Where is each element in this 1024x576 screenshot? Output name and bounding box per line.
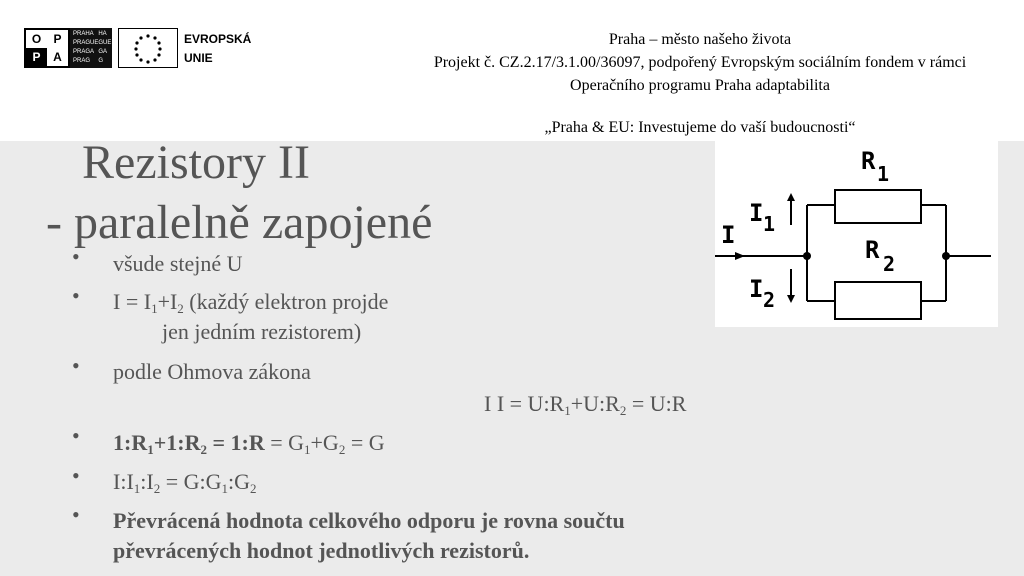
text-run: I I = U:R (484, 391, 565, 416)
label-i2-sub: 2 (763, 288, 776, 312)
praha-logo-text: G (98, 58, 104, 64)
opp-logo (24, 28, 70, 68)
subscript: 2 (177, 301, 184, 316)
project-line1: Praha – město našeho života (608, 31, 792, 48)
subscript: 1 (147, 442, 154, 457)
text-run: = G (345, 430, 385, 455)
subscript: 2 (338, 442, 346, 457)
project-info (380, 28, 1020, 97)
bullet-text-6-line1: Převrácená hodnota celkového odporu je rovna součtu (113, 508, 625, 533)
bullet-marker: • (72, 283, 80, 308)
text-run: +I (157, 289, 178, 314)
label-i2: I (749, 275, 764, 303)
arrow-down-icon (787, 295, 795, 303)
text-run: = G:G (160, 469, 222, 494)
bullet-text-4 (113, 428, 385, 465)
text-run: I = I (113, 289, 152, 314)
praha-logo-text: PRAGA (73, 49, 95, 55)
text-run: :I (140, 469, 154, 494)
label-i1-sub: 1 (763, 212, 776, 236)
opp-logo-letter: O (31, 32, 42, 46)
text-run: = U:R (626, 391, 687, 416)
text-run: +1:R (153, 430, 201, 455)
bullet-text-1: všude stejné U (113, 251, 243, 276)
text-run: (každý elektron projde (183, 289, 389, 314)
slide-title-line1: Rezistory II (82, 136, 310, 189)
subscript: 2 (200, 442, 207, 457)
praha-logo-text: PRAGUE (73, 40, 99, 46)
opp-logo-letter: A (53, 50, 62, 64)
bullet-text-2-cont: jen jedním rezistorem) (162, 319, 362, 344)
text-run: = 1:R (206, 430, 265, 455)
label-r2-sub: 2 (883, 252, 896, 276)
praha-logo-text: GA (98, 49, 108, 55)
praha-logo (70, 28, 112, 68)
resistor-r1 (835, 190, 921, 223)
bullet-marker: • (72, 502, 80, 527)
subscript: 1 (221, 481, 229, 496)
project-line3: Operačního programu Praha adaptabilita (570, 77, 830, 94)
subscript: 1 (564, 403, 571, 418)
circuit-svg (715, 141, 998, 327)
label-i: I (721, 221, 736, 249)
subscript: 2 (153, 481, 161, 496)
opp-logo-letter: P (26, 48, 47, 66)
slide-title-line2: - paralelně zapojené (46, 196, 433, 249)
subscript: 1 (304, 442, 311, 457)
praha-logo-text: HA (98, 31, 107, 37)
resistor-r2 (835, 282, 921, 319)
text-run: +G (310, 430, 339, 455)
bullet-text-3: podle Ohmova zákona (113, 359, 311, 384)
label-r2: R (865, 236, 880, 264)
bullet-text-5 (113, 467, 257, 504)
text-run: 1:R (113, 430, 148, 455)
label-r1: R (861, 147, 876, 175)
parallel-circuit-diagram (715, 141, 998, 327)
text-run: I:I (113, 469, 134, 494)
label-r1-sub: 1 (877, 162, 890, 186)
text-run: +U:R (570, 391, 620, 416)
arrow-up-icon (787, 193, 795, 201)
text-run: = G (264, 430, 305, 455)
eu-label-line2: UNIE (184, 51, 213, 65)
label-i1: I (749, 199, 764, 227)
subscript: 2 (250, 481, 257, 496)
subscript: 1 (151, 301, 158, 316)
subscript: 2 (619, 403, 627, 418)
bullet-marker: • (72, 353, 80, 378)
eu-flag-icon (118, 28, 178, 68)
ohm-formula (484, 389, 686, 426)
subscript: 1 (133, 481, 141, 496)
bullet-text-6-line2: převrácených hodnot jednotlivých rezistorů. (113, 538, 530, 563)
bullet-marker: • (72, 463, 80, 488)
project-motto: „Praha & EU: Investujeme do vaší budoucnosti“ (544, 119, 856, 136)
header-banner (0, 0, 1024, 141)
bullet-marker: • (72, 244, 80, 269)
praha-logo-text: GUE (98, 40, 112, 46)
bullet-marker: • (72, 423, 80, 448)
eu-label (184, 30, 251, 68)
praha-logo-text: PRAHA (73, 31, 94, 37)
current-arrow-icon (735, 252, 745, 260)
praha-logo-text: PRAG (73, 58, 91, 64)
text-run: :G (228, 469, 251, 494)
opp-logo-letter: P (53, 32, 62, 46)
project-line2: Projekt č. CZ.2.17/3.1.00/36097, podpořený Evropským sociálním fondem v rámci (433, 54, 967, 71)
eu-label-line1: EVROPSKÁ (184, 32, 252, 46)
